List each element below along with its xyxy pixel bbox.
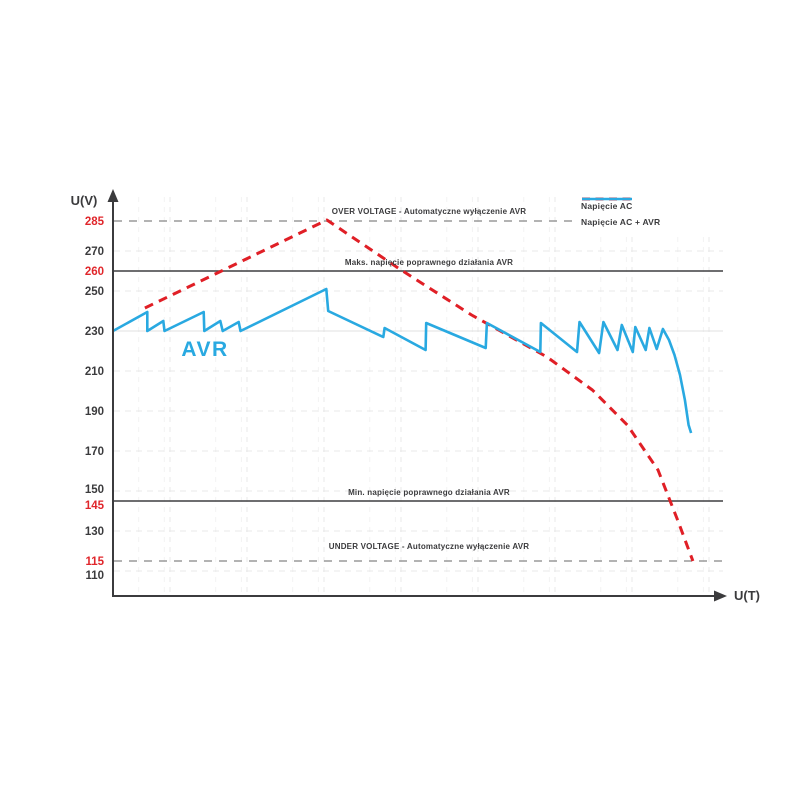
reference-line-label: Min. napięcie poprawnego działania AVR	[348, 488, 510, 497]
y-tick-label: 210	[84, 366, 104, 378]
legend	[581, 196, 739, 234]
y-tick-label: 115	[85, 556, 104, 568]
chart-text-labels	[71, 193, 760, 603]
y-tick-label: 150	[84, 484, 104, 496]
reference-line-label: Maks. napięcie poprawnego działania AVR	[344, 258, 514, 267]
y-tick-label: 190	[84, 406, 104, 418]
y-tick-label: 270	[84, 246, 104, 258]
legend-item-ac-avr	[581, 214, 739, 230]
legend-label-ac-avr: Napięcie AC + AVR	[581, 217, 661, 227]
y-tick-label: 130	[84, 526, 104, 538]
y-tick-label: 230	[84, 326, 104, 338]
y-tick-label: 260	[84, 266, 104, 278]
y-axis-arrow-icon	[108, 189, 119, 202]
minor-gridlines	[139, 197, 704, 593]
y-tick-label: 170	[84, 446, 104, 458]
reference-line-label: OVER VOLTAGE - Automatyczne wyłączenie AVR	[331, 207, 527, 216]
y-tick-label: 145	[84, 500, 104, 512]
gridlines	[114, 197, 723, 593]
avr-annotation: AVR	[181, 338, 229, 361]
legend-label-ac: Napięcie AC	[581, 201, 633, 211]
y-tick-label: 110	[85, 570, 104, 582]
y-axis-title: U(V)	[70, 193, 98, 208]
x-axis-arrow-icon	[714, 591, 727, 602]
reference-line-label: UNDER VOLTAGE - Automatyczne wyłączenie AVR	[328, 542, 530, 551]
x-axis-title: U(T)	[734, 588, 760, 603]
y-tick-label: 250	[84, 286, 104, 298]
legend-solid-blue-line-icon	[581, 196, 633, 202]
y-tick-label: 285	[84, 216, 104, 228]
